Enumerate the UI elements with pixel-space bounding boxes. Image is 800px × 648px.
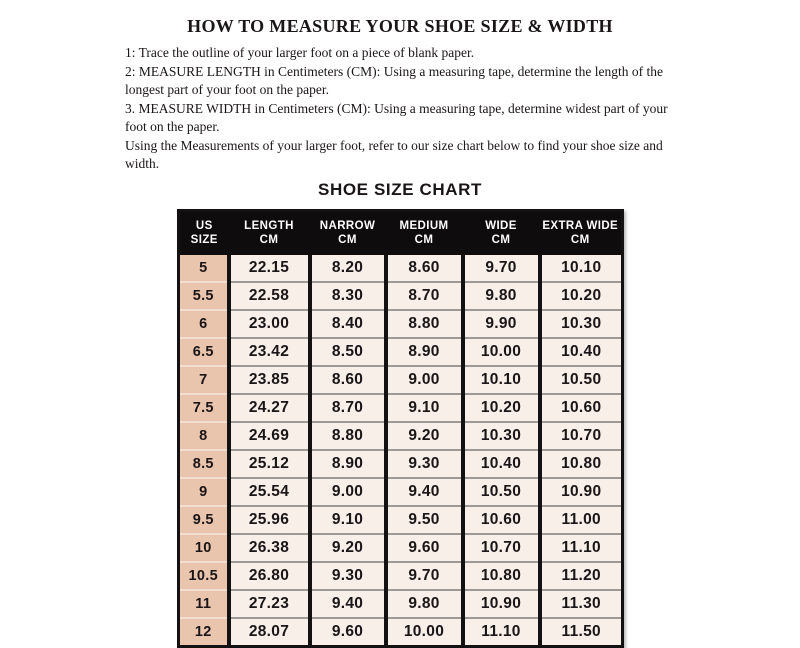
measurement-cell: 10.50 [463,478,540,506]
table-row [179,506,623,534]
measurement-cell: 9.20 [386,422,463,450]
us-size-cell: 7.5 [179,394,229,422]
measurement-cell: 8.90 [386,338,463,366]
measurement-cell: 11.30 [540,590,623,618]
measurement-cell: 10.30 [463,422,540,450]
measurement-cell: 11.20 [540,562,623,590]
table-row [179,562,623,590]
measurement-cell: 8.40 [310,310,386,338]
us-size-cell: 5.5 [179,282,229,310]
table-row [179,394,623,422]
column-header-narrow [310,211,386,256]
measurement-cell: 10.60 [463,506,540,534]
us-size-cell: 7 [179,366,229,394]
measurement-cell: 10.90 [463,590,540,618]
measurement-cell: 10.70 [463,534,540,562]
measurement-cell: 25.96 [229,506,310,534]
us-size-cell: 10 [179,534,229,562]
shoe-size-table [177,209,624,648]
measurement-cell: 8.70 [386,282,463,310]
measurement-cell: 10.40 [463,450,540,478]
header-line-1: LENGTH [244,220,294,232]
measurement-cell: 9.00 [386,366,463,394]
table-header-row [179,211,623,256]
measurement-cell: 9.10 [310,506,386,534]
measurement-cell: 25.12 [229,450,310,478]
measurement-cell: 9.40 [386,478,463,506]
header-line-2: CM [414,234,434,246]
measurement-cell: 10.50 [540,366,623,394]
measurement-cell: 8.80 [310,422,386,450]
measurement-cell: 9.60 [310,618,386,647]
table-header [179,211,623,256]
measurement-cell: 8.60 [310,366,386,394]
measurement-cell: 10.10 [463,366,540,394]
measurement-cell: 11.10 [540,534,623,562]
measurement-cell: 9.20 [310,534,386,562]
column-header-medium [386,211,463,256]
measurement-cell: 8.50 [310,338,386,366]
table-row [179,310,623,338]
measurement-cell: 9.70 [386,562,463,590]
us-size-cell: 5 [179,255,229,282]
measurement-cell: 26.80 [229,562,310,590]
measurement-cell: 10.70 [540,422,623,450]
chart-heading: SHOE SIZE CHART [318,180,482,199]
measurement-cell: 11.00 [540,506,623,534]
header-line-1: US [195,220,213,232]
measurement-cell: 22.15 [229,255,310,282]
us-size-cell: 11 [179,590,229,618]
header-line-1: WIDE [485,220,517,232]
instruction-step-1: 1: Trace the outline of your larger foot on a piece of blank paper. [125,45,475,60]
table-row [179,618,623,647]
instructions-block [125,44,692,173]
column-header-length [229,211,310,256]
measurement-cell: 10.00 [386,618,463,647]
us-size-cell: 12 [179,618,229,647]
header-line-1: EXTRA WIDE [542,220,619,232]
measurement-cell: 10.00 [463,338,540,366]
table-row [179,450,623,478]
column-header-extra-wide [540,211,623,256]
header-line-2: CM [491,234,511,246]
measurement-cell: 8.70 [310,394,386,422]
table-row [179,338,623,366]
measurement-cell: 28.07 [229,618,310,647]
measurement-cell: 23.42 [229,338,310,366]
measurement-cell: 9.90 [463,310,540,338]
us-size-cell: 8.5 [179,450,229,478]
column-header-wide [463,211,540,256]
header-line-2: CM [570,234,590,246]
measurement-cell: 23.85 [229,366,310,394]
us-size-cell: 9.5 [179,506,229,534]
measurement-cell: 10.20 [540,282,623,310]
measurement-cell: 9.00 [310,478,386,506]
instruction-summary: Using the Measurements of your larger foot, refer to our size chart below to find your shoe size and width. [125,138,663,171]
measurement-cell: 9.10 [386,394,463,422]
measurement-cell: 9.70 [463,255,540,282]
measurement-cell: 10.90 [540,478,623,506]
instruction-step-3: 3. MEASURE WIDTH in Centimeters (CM): Using a measuring tape, determine widest part of your foot on the paper. [125,101,668,134]
measurement-cell: 9.40 [310,590,386,618]
header-line-2: CM [338,234,357,246]
measurement-cell: 9.80 [386,590,463,618]
measurement-cell: 8.20 [310,255,386,282]
measurement-cell: 10.10 [540,255,623,282]
measurement-cell: 8.60 [386,255,463,282]
measurement-cell: 11.50 [540,618,623,647]
us-size-cell: 6 [179,310,229,338]
measurement-cell: 11.10 [463,618,540,647]
measurement-cell: 24.27 [229,394,310,422]
us-size-cell: 10.5 [179,562,229,590]
measurement-cell: 22.58 [229,282,310,310]
measurement-cell: 10.30 [540,310,623,338]
measurement-cell: 8.30 [310,282,386,310]
us-size-cell: 6.5 [179,338,229,366]
measurement-cell: 10.80 [463,562,540,590]
measurement-cell: 8.80 [386,310,463,338]
header-line-1: MEDIUM [399,220,449,232]
measurement-cell: 10.20 [463,394,540,422]
header-line-1: NARROW [319,220,376,232]
instruction-step-2: 2: MEASURE LENGTH in Centimeters (CM): Using a measuring tape, determine the length of the longest part of your foot on the paper. [125,64,664,97]
measurement-cell: 26.38 [229,534,310,562]
measurement-cell: 8.90 [310,450,386,478]
us-size-cell: 9 [179,478,229,506]
table-row [179,422,623,450]
us-size-cell: 8 [179,422,229,450]
measurement-cell: 24.69 [229,422,310,450]
header-line-2: CM [259,234,279,246]
measurement-cell: 25.54 [229,478,310,506]
measurement-cell: 9.30 [310,562,386,590]
table-row [179,478,623,506]
measurement-cell: 9.50 [386,506,463,534]
measurement-cell: 10.40 [540,338,623,366]
table-row [179,282,623,310]
measurement-cell: 9.80 [463,282,540,310]
table-row [179,534,623,562]
size-table-body [179,255,623,647]
page-title: HOW TO MEASURE YOUR SHOE SIZE & WIDTH [187,16,613,36]
column-header-us-size [179,211,229,256]
table-row [179,255,623,282]
measurement-cell: 9.30 [386,450,463,478]
header-line-2: SIZE [190,234,218,246]
measurement-cell: 9.60 [386,534,463,562]
measurement-cell: 10.60 [540,394,623,422]
measurement-cell: 27.23 [229,590,310,618]
measurement-cell: 23.00 [229,310,310,338]
measurement-cell: 10.80 [540,450,623,478]
table-row [179,366,623,394]
table-row [179,590,623,618]
